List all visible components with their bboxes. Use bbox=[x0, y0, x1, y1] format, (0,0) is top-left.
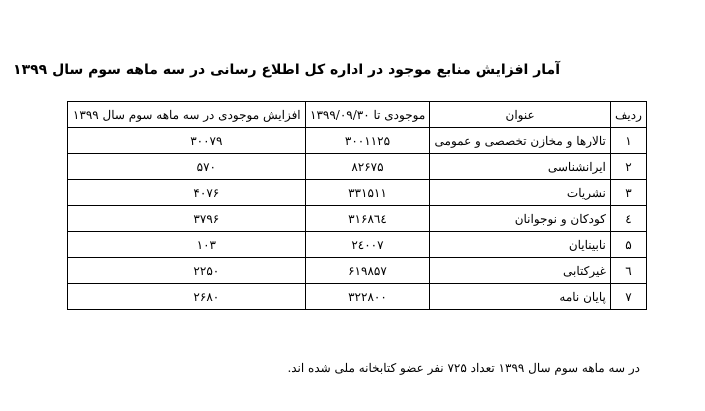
row-title: نشریات bbox=[430, 180, 611, 206]
table-row bbox=[68, 284, 647, 310]
row-title: پایان نامه bbox=[430, 284, 611, 310]
header-row-number: ردیف bbox=[610, 102, 646, 128]
row-number: ٦ bbox=[610, 258, 646, 284]
row-number: ۳ bbox=[610, 180, 646, 206]
table-row bbox=[68, 128, 647, 154]
row-increase: ۴۰۷۶ bbox=[68, 180, 306, 206]
table-row bbox=[68, 154, 647, 180]
row-stock: ۳۱۶۸٦٤ bbox=[305, 206, 430, 232]
row-number: ۲ bbox=[610, 154, 646, 180]
footnote: در سه ماهه سوم سال ۱۳۹۹ تعداد ۷۲۵ نفر عضو کتابخانه ملی شده اند. bbox=[287, 361, 640, 375]
row-increase: ۳۰۰۷۹ bbox=[68, 128, 306, 154]
row-title: تالارها و مخازن تخصصی و عمومی bbox=[430, 128, 611, 154]
stats-table bbox=[67, 101, 647, 310]
table-row bbox=[68, 258, 647, 284]
table-header-row bbox=[68, 102, 647, 128]
header-stock: موجودی تا ۱۳۹۹/۰۹/۳۰ bbox=[305, 102, 430, 128]
row-increase: ۲۲۵۰ bbox=[68, 258, 306, 284]
row-increase: ۱۰۳ bbox=[68, 232, 306, 258]
row-stock: ۸۲۶۷۵ bbox=[305, 154, 430, 180]
table-row bbox=[68, 206, 647, 232]
row-number: ۱ bbox=[610, 128, 646, 154]
row-title: غیرکتابی bbox=[430, 258, 611, 284]
row-stock: ۲٤۰۰۷ bbox=[305, 232, 430, 258]
row-stock: ۶۱۹۸۵۷ bbox=[305, 258, 430, 284]
row-stock: ۳۲۲۸۰۰ bbox=[305, 284, 430, 310]
row-increase: ۳۷۹۶ bbox=[68, 206, 306, 232]
row-stock: ۳۰۰۱۱۲۵ bbox=[305, 128, 430, 154]
header-increase: افزایش موجودی در سه ماهه سوم سال ۱۳۹۹ bbox=[68, 102, 306, 128]
row-number: ٤ bbox=[610, 206, 646, 232]
row-title: کودکان و نوجوانان bbox=[430, 206, 611, 232]
row-number: ۷ bbox=[610, 284, 646, 310]
table-row bbox=[68, 232, 647, 258]
row-title: ایرانشناسی bbox=[430, 154, 611, 180]
row-number: ۵ bbox=[610, 232, 646, 258]
row-stock: ۳۳۱۵۱۱ bbox=[305, 180, 430, 206]
table-row bbox=[68, 180, 647, 206]
report-title: آمار افزایش منابع موجود در اداره کل اطلاع رسانی در سه ماهه سوم سال ۱۳۹۹ bbox=[13, 62, 560, 78]
row-increase: ۵۷۰ bbox=[68, 154, 306, 180]
header-title: عنوان bbox=[430, 102, 611, 128]
row-title: نابینایان bbox=[430, 232, 611, 258]
row-increase: ۲۶۸۰ bbox=[68, 284, 306, 310]
